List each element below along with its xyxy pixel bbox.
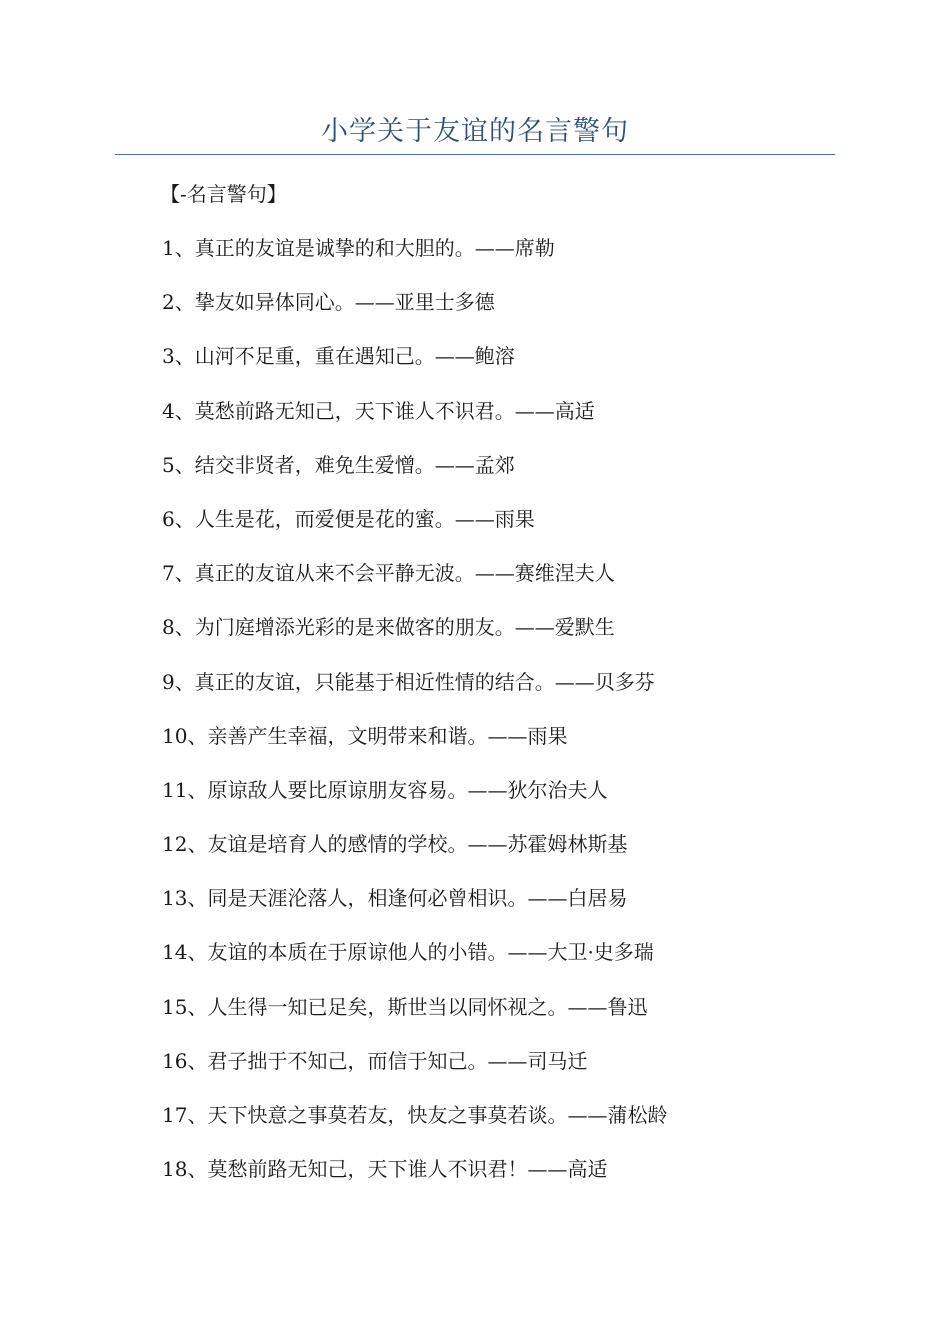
quote-item: 7、真正的友谊从来不会平静无波。——赛维涅夫人: [162, 561, 615, 586]
quote-item: 15、人生得一知已足矣，斯世当以同怀视之。——鲁迅: [162, 994, 648, 1019]
quote-item: 18、莫愁前路无知己，天下谁人不识君！——高适: [162, 1157, 608, 1182]
section-label: 【-名言警句】: [160, 182, 287, 206]
quote-item: 10、亲善产生幸福，文明带来和谐。——雨果: [162, 723, 568, 748]
quote-item: 3、山河不足重，重在遇知己。——鲍溶: [162, 344, 515, 369]
quote-item: 1、真正的友谊是诚挚的和大胆的。——席勒: [162, 236, 555, 260]
quote-list: [162, 233, 667, 1208]
quote-item: 6、人生是花，而爱便是花的蜜。——雨果: [162, 506, 535, 531]
quote-item: 5、结交非贤者，难免生爱憎。——孟郊: [162, 452, 515, 477]
quote-item: 11、原谅敌人要比原谅朋友容易。——狄尔治夫人: [162, 777, 608, 802]
quote-item: 12、友谊是培育人的感情的学校。——苏霍姆林斯基: [162, 832, 628, 857]
quote-item: 4、莫愁前路无知己，天下谁人不识君。——高适: [162, 398, 595, 423]
quote-item: 13、同是天涯沦落人，相逢何必曾相识。——白居易: [162, 886, 628, 911]
quote-item: 8、为门庭增添光彩的是来做客的朋友。——爱默生: [162, 615, 615, 640]
quote-item: 17、天下快意之事莫若友，快友之事莫若谈。——蒲松龄: [162, 1103, 668, 1127]
title-underline: [115, 154, 835, 155]
quote-item: 14、友谊的本质在于原谅他人的小错。——大卫·史多瑞: [162, 940, 654, 965]
quote-item: 2、挚友如异体同心。——亚里士多德: [162, 290, 495, 315]
quote-item: 9、真正的友谊，只能基于相近性情的结合。——贝多芬: [162, 669, 655, 694]
quote-item: 16、君子拙于不知己，而信于知己。——司马迁: [162, 1048, 588, 1073]
document-title: 小学关于友谊的名言警句: [321, 116, 629, 147]
